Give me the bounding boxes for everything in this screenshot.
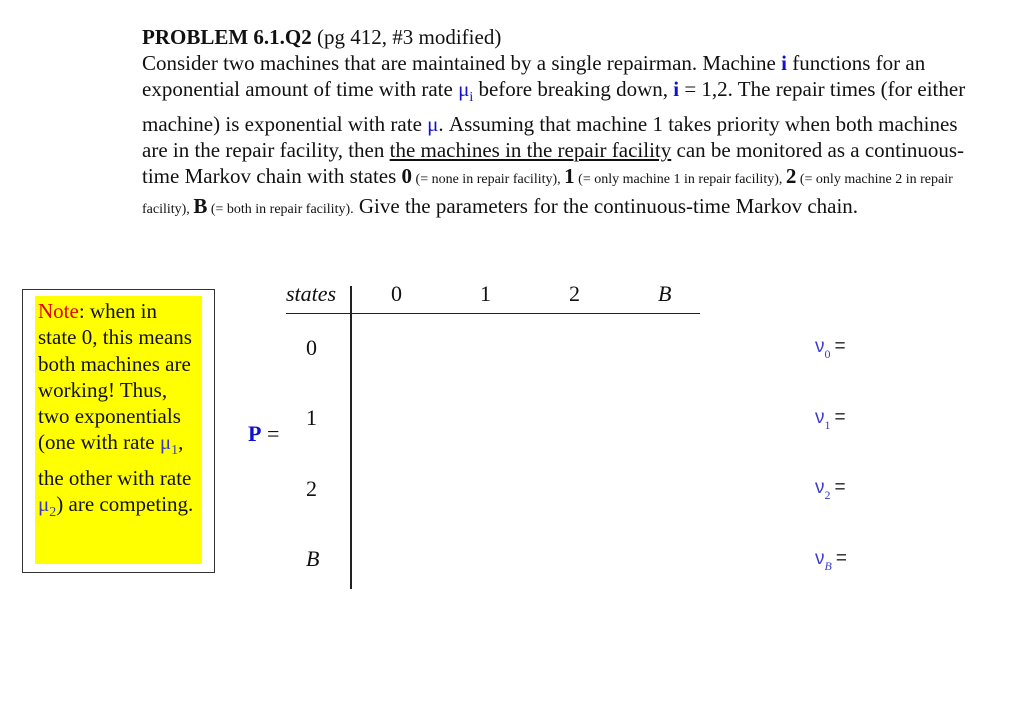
note-text: : when in state 0, this means both machines are working! Thus, two exponentials (one with rate	[38, 299, 192, 455]
index-i: i	[673, 77, 680, 101]
mu-1-symbol: $\mu_1$	[159, 430, 179, 459]
rate-nu-0: $\nu_0$ =	[815, 336, 846, 361]
header-divider	[286, 313, 700, 314]
note-frame	[22, 289, 215, 573]
state-b-desc: (= both in repair facility).	[207, 202, 354, 217]
column-header-0: 0	[391, 281, 402, 306]
note-heading: Note	[38, 299, 79, 323]
column-header-1: 1	[480, 281, 491, 306]
states-label: states	[286, 281, 337, 306]
state-2-desc: (= only machine 2 in repair facility),	[142, 172, 953, 217]
rate-nu-1: $\nu_1$ =	[815, 407, 846, 432]
body-text: Give the parameters for the continuous-time Markov chain.	[353, 194, 859, 218]
rate-nu-2: $\nu_2$ =	[815, 477, 846, 502]
row-header-b: B	[306, 546, 320, 571]
problem-subtitle: (pg 412, #3 modified)	[317, 25, 502, 49]
body-text: functions for an exponential amount of time with rate	[142, 51, 926, 101]
matrix-symbol: P	[248, 421, 262, 446]
problem-body	[142, 50, 972, 223]
state-2: 2	[785, 164, 797, 188]
body-text: can be monitored as a continuous-time Markov chain with states	[142, 138, 964, 188]
state-0: 0	[401, 164, 413, 188]
row-header-0: 0	[306, 335, 317, 360]
equals-sign: =	[261, 421, 280, 446]
problem-heading	[142, 24, 972, 50]
row-header-2: 2	[306, 476, 317, 501]
state-1-desc: (= only machine 1 in repair facility),	[574, 172, 786, 187]
note-box	[35, 296, 202, 564]
state-0-desc: (= none in repair facility),	[412, 172, 565, 187]
mu-i-symbol: $\mu_i$	[458, 77, 474, 105]
body-text: Consider two machines that are maintained by a single repairman. Machine	[142, 51, 782, 75]
problem-title: PROBLEM 6.1.Q2	[142, 25, 312, 49]
rate-nu-b: $\nu_B$ =	[815, 548, 847, 573]
note-text: ) are competing.	[56, 492, 194, 517]
underlined-phrase: the machines in the repair facility	[389, 138, 672, 162]
column-header-2: 2	[569, 281, 580, 306]
body-text: . Assuming that machine 1 takes priority when both machines are in the repair facility, then	[142, 112, 958, 162]
column-header-b: B	[658, 281, 672, 306]
body-text: = 1,2. The repair times (for either machine) is exponential with rate	[142, 77, 966, 136]
mu-2-symbol: $\mu_2$	[38, 492, 57, 521]
row-divider	[350, 286, 352, 589]
state-1: 1	[564, 164, 575, 188]
index-i: i	[781, 51, 787, 75]
body-text: before breaking down,	[473, 77, 674, 101]
state-b: B	[193, 194, 208, 218]
problem-statement	[142, 24, 972, 223]
note-text: , the other with rate	[38, 430, 192, 490]
mu-symbol: μ	[427, 112, 439, 136]
row-header-1: 1	[306, 405, 317, 430]
matrix-label	[248, 421, 279, 447]
